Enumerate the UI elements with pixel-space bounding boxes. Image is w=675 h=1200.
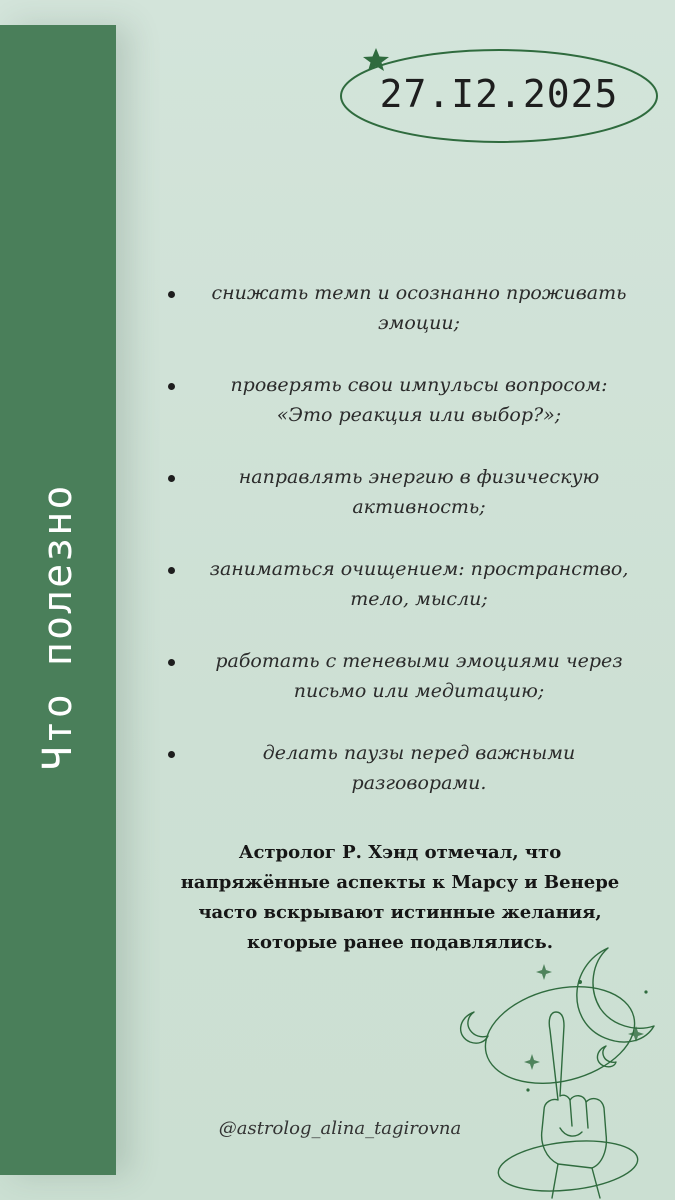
bullet-icon xyxy=(168,291,175,298)
sparkle-icon xyxy=(524,1054,540,1070)
tip-text xyxy=(188,370,650,430)
list-item xyxy=(160,370,650,462)
tip-line: разговорами. xyxy=(351,772,487,794)
bullet-icon xyxy=(168,567,175,574)
moon-hand-illustration-icon xyxy=(440,930,675,1200)
bullet-icon xyxy=(168,475,175,482)
tip-line: проверять свои импульсы вопросом: xyxy=(230,374,608,396)
tip-text xyxy=(188,462,650,522)
tip-text xyxy=(188,738,650,798)
tip-line: делать паузы перед важными xyxy=(262,742,576,764)
bullet-icon xyxy=(168,659,175,666)
tip-text xyxy=(188,278,650,338)
tip-line: «Это реакция или выбор?»; xyxy=(276,404,562,426)
list-item xyxy=(160,738,650,830)
tip-line: активность; xyxy=(352,496,486,518)
list-item xyxy=(160,554,650,646)
list-item xyxy=(160,462,650,554)
quote-line: которые ранее подавлялись. xyxy=(247,932,553,953)
bullet-icon xyxy=(168,751,175,758)
sparkle-icon xyxy=(536,964,552,980)
tip-text xyxy=(188,554,650,614)
quote-line: напряжённые аспекты к Марсу и Венере xyxy=(180,872,620,893)
quote-line: часто вскрывают истинные желания, xyxy=(198,902,602,923)
list-item xyxy=(160,278,650,370)
tip-line: снижать темп и осознанно проживать xyxy=(211,282,627,304)
tip-text xyxy=(188,646,650,706)
tips-list xyxy=(160,278,650,830)
tip-line: письмо или медитацию; xyxy=(293,680,545,702)
instagram-handle: @astrolog_alina_tagirovna xyxy=(218,1118,462,1139)
date-badge xyxy=(338,48,660,148)
tip-line: тело, мысли; xyxy=(350,588,488,610)
tip-line: направлять энергию в физическую xyxy=(238,466,600,488)
sidebar-title: Что полезно xyxy=(35,483,81,771)
tip-line: эмоции; xyxy=(378,312,460,334)
sidebar-panel xyxy=(0,25,116,1175)
tip-line: работать с теневыми эмоциями через xyxy=(215,650,623,672)
tip-line: заниматься очищением: пространство, xyxy=(209,558,629,580)
list-item xyxy=(160,646,650,738)
bullet-icon xyxy=(168,383,175,390)
quote-line: Астролог Р. Хэнд отмечал, что xyxy=(238,842,562,863)
small-moon-icon xyxy=(461,1012,488,1043)
date-text: 27.I2.2025 xyxy=(379,72,619,116)
